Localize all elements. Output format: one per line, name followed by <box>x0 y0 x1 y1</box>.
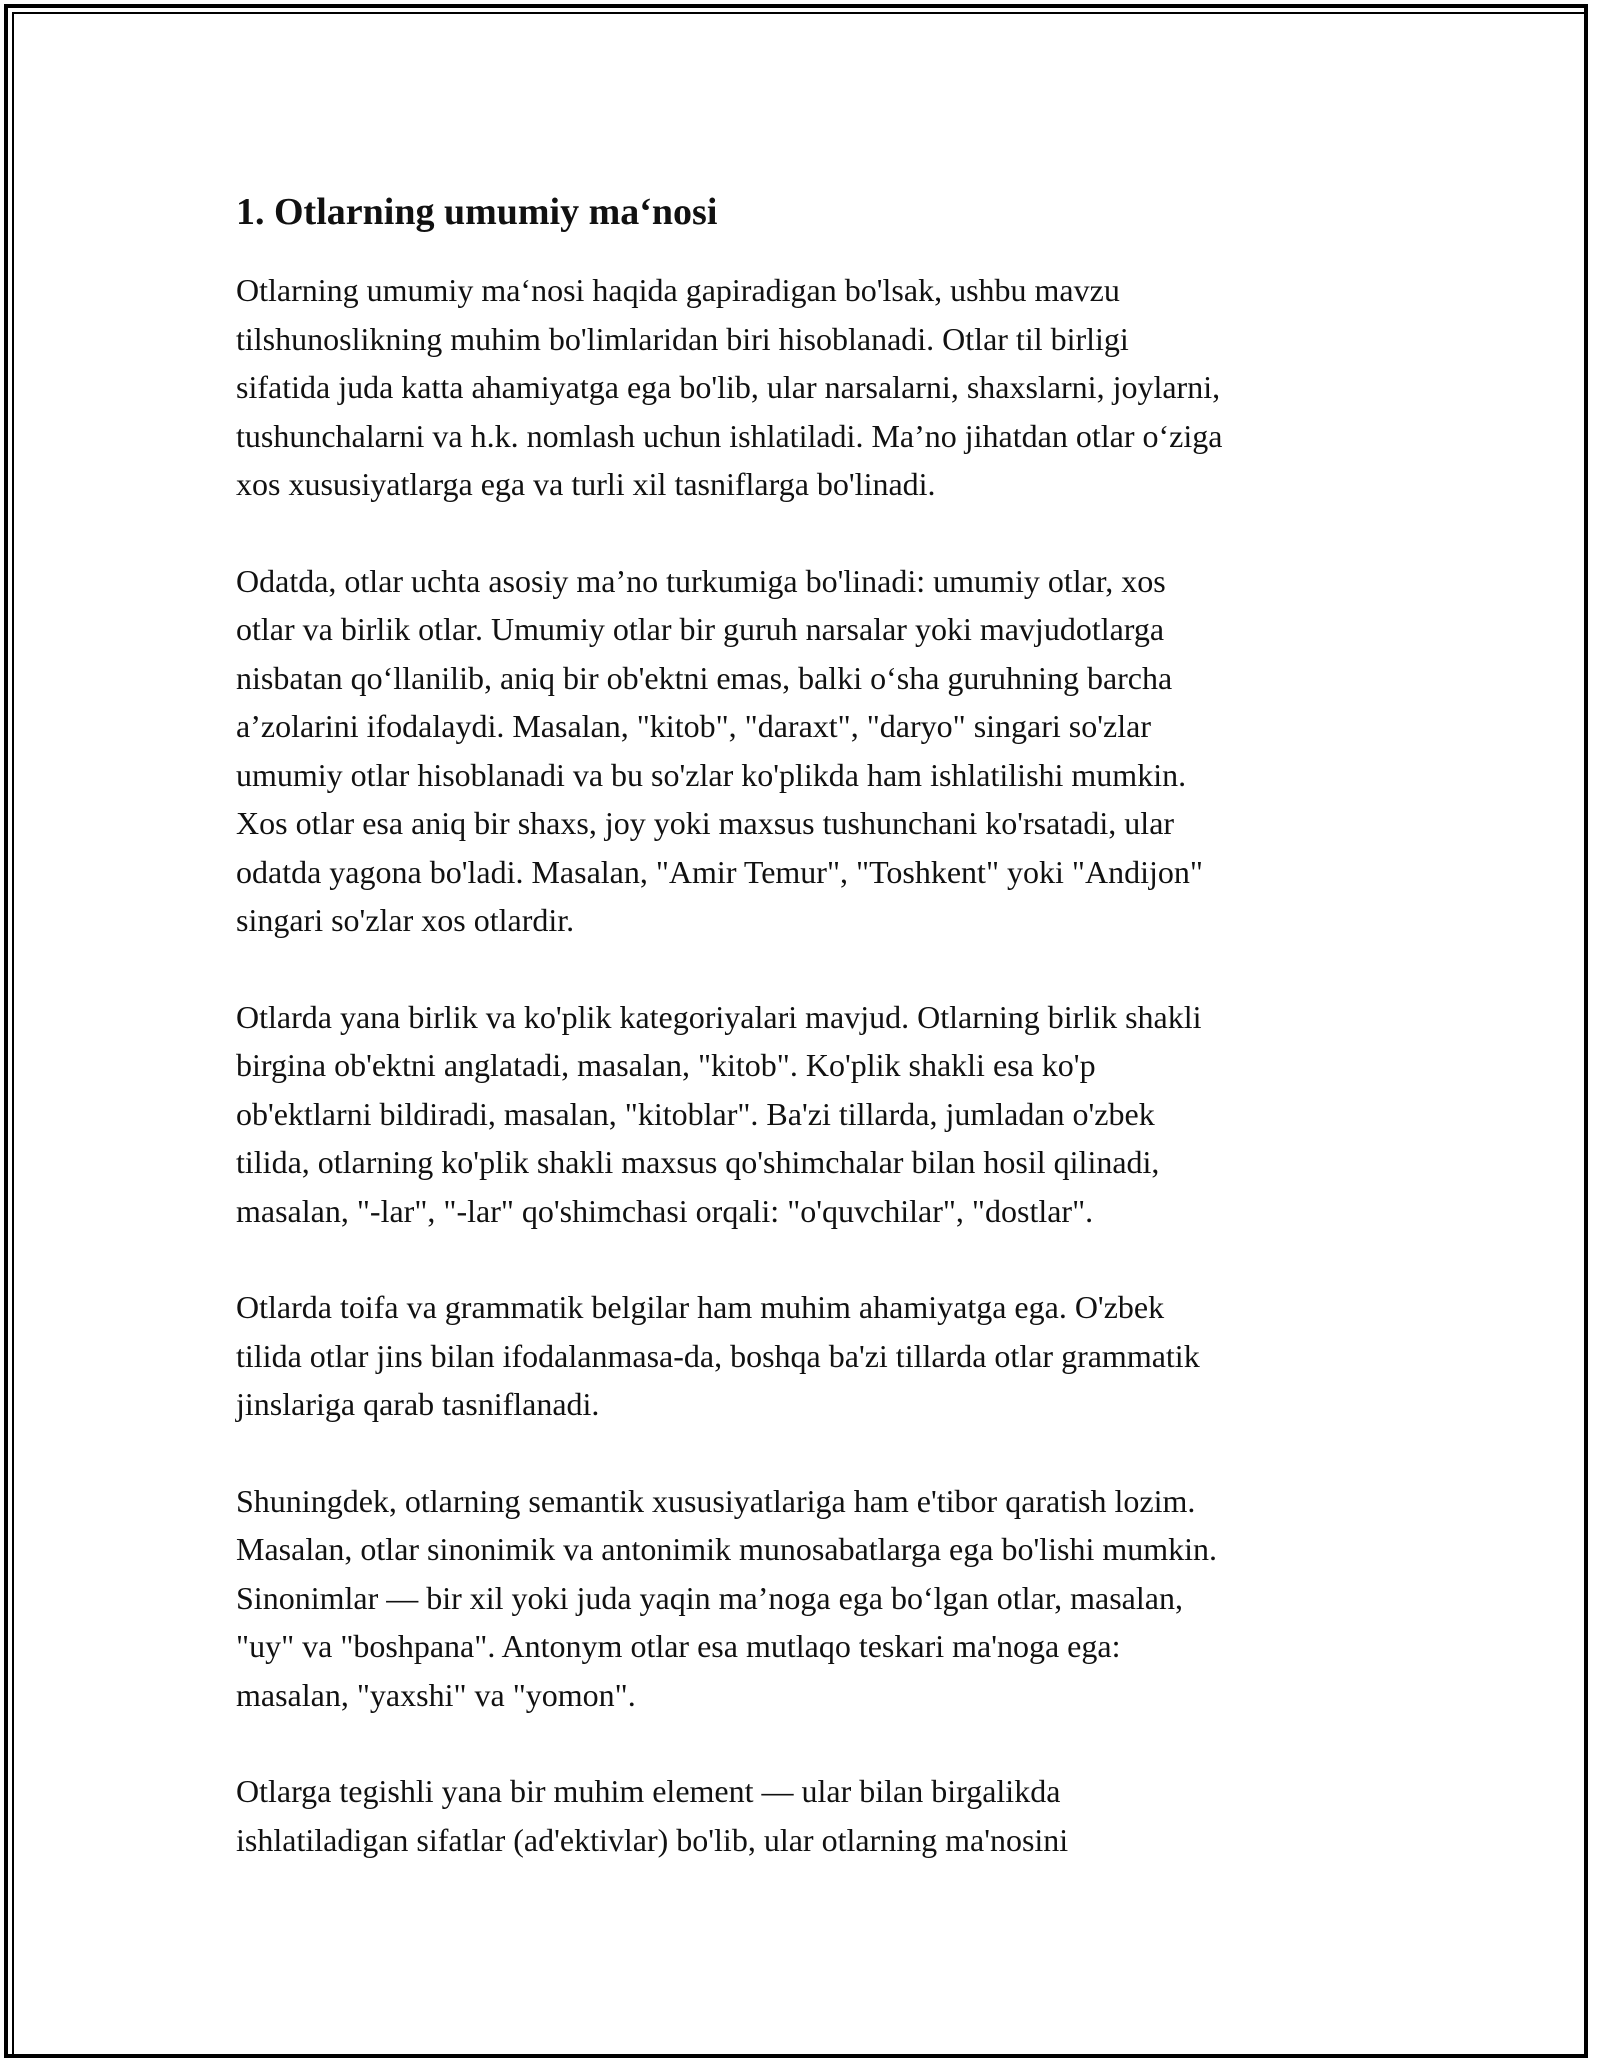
paragraph-6 <box>236 1767 1386 1864</box>
text-line: tilshunoslikning muhim bo'limlaridan biri hisoblanadi. Otlar til birligi <box>236 320 1129 357</box>
text-line: tushunchalarni va h.k. nomlash uchun ishlatiladi. Ma’no jihatdan otlar o‘ziga <box>236 417 1223 454</box>
text-line: xos xususiyatlarga ega va turli xil tasniflarga bo'linadi. <box>236 466 936 502</box>
text-line: Otlarda toifa va grammatik belgilar ham muhim ahamiyatga ega. O'zbek <box>236 1289 1165 1325</box>
text-line: Otlarda yana birlik va ko'plik kategoriyalari mavjud. Otlarning birlik shakli <box>236 998 1202 1035</box>
document-body <box>236 186 1386 1912</box>
text-line: a’zolarini ifodalaydi. Masalan, "kitob", "daraxt", "daryo" singari so'zlar <box>236 708 1151 744</box>
text-line: Shuningdek, otlarning semantik xususiyatlariga ham e'tibor qaratish lozim. <box>236 1482 1196 1519</box>
text-line: ob'ektlarni bildiradi, masalan, "kitoblar". Ba'zi tillarda, jumladan o'zbek <box>236 1095 1155 1132</box>
paragraph-2 <box>236 557 1386 945</box>
text-line: tilida otlar jins bilan ifodalanmasa-da, boshqa ba'zi tillarda otlar grammatik <box>236 1337 1200 1374</box>
text-line: tilida, otlarning ko'plik shakli maxsus qo'shimchalar bilan hosil qilinadi, <box>236 1144 1160 1180</box>
paragraph-4 <box>236 1283 1386 1429</box>
text-line: masalan, "-lar", "-lar" qo'shimchasi orqali: "o'quvchilar", "dostlar". <box>236 1192 1094 1229</box>
text-line: otlar va birlik otlar. Umumiy otlar bir guruh narsalar yoki mavjudotlarga <box>236 611 1165 647</box>
text-line: "uy" va "boshpana". Antonym otlar esa mutlaqo teskari ma'noga ega: <box>236 1628 1121 1664</box>
text-line: Otlarning umumiy ma‘nosi haqida gapiradigan bo'lsak, ushbu mavzu <box>236 272 1120 308</box>
text-line: ishlatiladigan sifatlar (ad'ektivlar) bo'lib, ular otlarning ma'nosini <box>236 1821 1069 1858</box>
text-line: umumiy otlar hisoblanadi va bu so'zlar ko'plikda ham ishlatilishi mumkin. <box>236 756 1187 793</box>
text-line: odatda yagona bo'ladi. Masalan, "Amir Temur", "Toshkent" yoki "Andijon" <box>236 853 1203 890</box>
text-line: birgina ob'ektni anglatadi, masalan, "kitob". Ko'plik shakli esa ko'p <box>236 1047 1096 1083</box>
section-heading: 1. Otlarning umumiy ma‘nosi <box>236 191 718 233</box>
paragraph-5 <box>236 1477 1386 1720</box>
text-line: Otlarga tegishli yana bir muhim element — ular bilan birgalikda <box>236 1773 1061 1809</box>
text-line: Masalan, otlar sinonimik va antonimik munosabatlarga ega bo'lishi mumkin. <box>236 1531 1218 1567</box>
text-line: Odatda, otlar uchta asosiy ma’no turkumiga bo'linadi: umumiy otlar, xos <box>236 562 1166 599</box>
text-line: Sinonimlar — bir xil yoki juda yaqin ma’noga ega bo‘lgan otlar, masalan, <box>236 1579 1183 1616</box>
text-line: sifatida juda katta ahamiyatga ega bo'lib, ular narsalarni, shaxslarni, joylarni, <box>236 369 1221 405</box>
text-line: singari so'zlar xos otlardir. <box>236 902 575 938</box>
text-line: jinslariga qarab tasniflanadi. <box>236 1386 600 1422</box>
text-line: masalan, "yaxshi" va "yomon". <box>236 1676 636 1713</box>
text-line: Xos otlar esa aniq bir shaxs, joy yoki maxsus tushunchani ko'rsatadi, ular <box>236 805 1175 841</box>
text-line: nisbatan qo‘llanilib, aniq bir ob'ektni emas, balki o‘sha guruhning barcha <box>236 659 1173 696</box>
paragraph-3 <box>236 993 1386 1236</box>
paragraph-1 <box>236 266 1386 509</box>
